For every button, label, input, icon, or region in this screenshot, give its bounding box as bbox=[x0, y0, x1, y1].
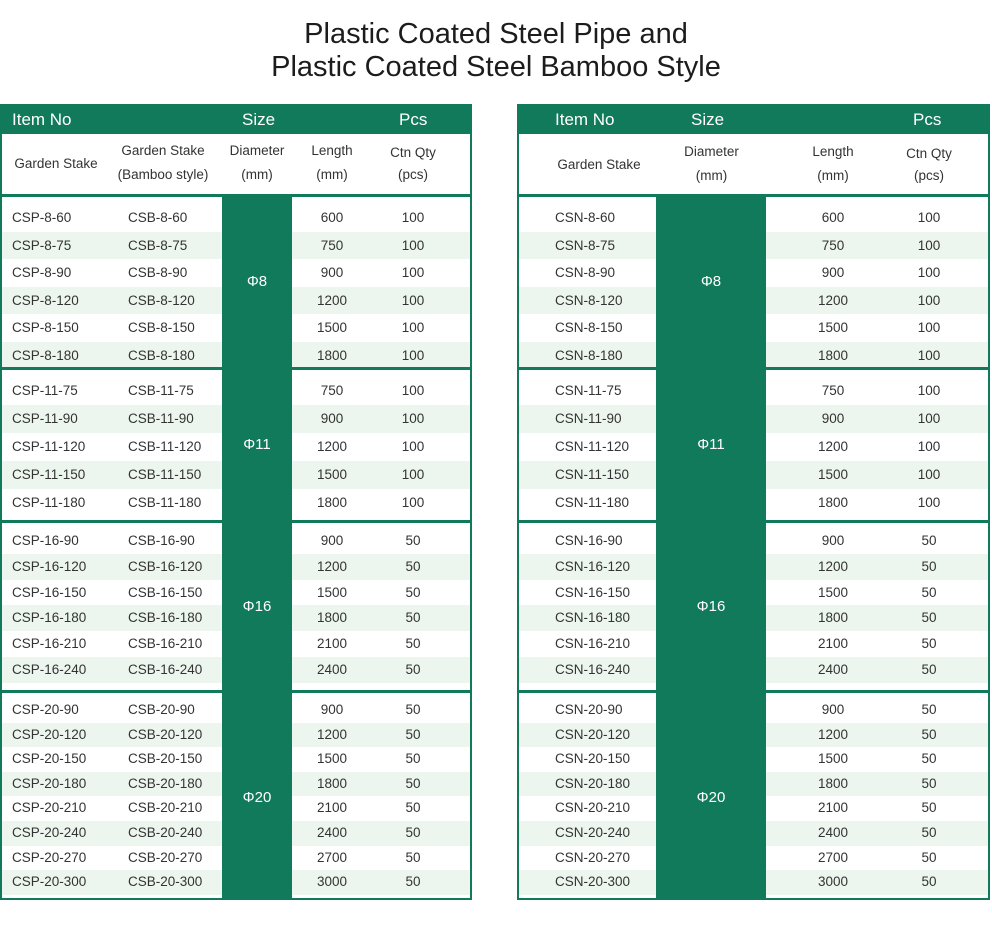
cell-ctn-qty: 100 bbox=[917, 495, 941, 510]
cell-item-no: CSN-16-150 bbox=[555, 584, 631, 600]
cell-bamboo-item-no: CSB-16-120 bbox=[128, 558, 203, 574]
cell-bamboo-item-no: CSB-20-300 bbox=[128, 874, 203, 890]
subheader-qty-line-1: Ctn Qty bbox=[906, 146, 952, 161]
cell-length: 1800 bbox=[817, 775, 849, 791]
cell-bamboo-item-no: CSB-16-150 bbox=[128, 584, 203, 600]
cell-bamboo-item-no: CSB-20-180 bbox=[128, 775, 203, 791]
subheader-length-line-2: (mm) bbox=[817, 168, 849, 183]
cell-bamboo-item-no: CSB-11-75 bbox=[128, 383, 194, 398]
cell-length: 2100 bbox=[316, 800, 348, 816]
cell-ctn-qty: 100 bbox=[401, 467, 425, 482]
cell-item-no: CSN-8-90 bbox=[555, 265, 616, 280]
cell-bamboo-item-no: CSB-16-90 bbox=[128, 533, 195, 548]
cell-ctn-qty: 50 bbox=[921, 849, 937, 865]
cell-item-no: CSN-8-75 bbox=[555, 237, 616, 253]
cell-item-no: CSP-16-210 bbox=[12, 636, 87, 652]
subheader-garden-stake: Garden Stake bbox=[14, 156, 98, 171]
cell-ctn-qty: 100 bbox=[401, 411, 425, 426]
cell-ctn-qty: 100 bbox=[401, 347, 425, 363]
group-separator bbox=[2, 367, 470, 370]
cell-item-no: CSN-8-150 bbox=[555, 320, 623, 335]
subheader-length-line-1: Length bbox=[311, 143, 353, 158]
cell-ctn-qty: 50 bbox=[921, 662, 937, 677]
cell-length: 750 bbox=[320, 237, 344, 253]
subheader-length-line-1: Length bbox=[812, 144, 854, 159]
cell-length: 3000 bbox=[316, 874, 348, 890]
cell-ctn-qty: 100 bbox=[401, 383, 425, 398]
cell-length: 900 bbox=[821, 265, 845, 280]
cell-ctn-qty: 50 bbox=[405, 874, 421, 890]
cell-length: 1500 bbox=[817, 320, 849, 335]
cell-bamboo-item-no: CSB-8-75 bbox=[128, 237, 188, 253]
cell-ctn-qty: 50 bbox=[405, 533, 421, 548]
cell-item-no: CSP-8-120 bbox=[12, 292, 79, 308]
left-product-table bbox=[0, 104, 472, 900]
cell-item-no: CSP-8-150 bbox=[12, 320, 79, 335]
header-size: Size bbox=[691, 110, 725, 129]
cell-ctn-qty: 50 bbox=[921, 533, 937, 548]
subheader-bamboo-line-1: Garden Stake bbox=[121, 143, 205, 158]
subheader-diameter-line-2: (mm) bbox=[695, 168, 728, 183]
cell-length: 1800 bbox=[817, 495, 849, 510]
cell-bamboo-item-no: CSB-20-120 bbox=[128, 726, 203, 742]
cell-ctn-qty: 50 bbox=[405, 825, 421, 840]
cell-item-no: CSP-11-180 bbox=[12, 495, 86, 510]
cell-length: 1200 bbox=[817, 726, 849, 742]
cell-ctn-qty: 100 bbox=[917, 383, 941, 398]
cell-item-no: CSP-20-270 bbox=[12, 849, 87, 865]
subheader-length-line-2: (mm) bbox=[316, 167, 348, 182]
diameter-label: Φ11 bbox=[697, 436, 725, 453]
cell-bamboo-item-no: CSB-16-240 bbox=[128, 662, 203, 677]
group-separator bbox=[519, 690, 988, 693]
cell-ctn-qty: 50 bbox=[921, 636, 937, 652]
cell-bamboo-item-no: CSB-20-90 bbox=[128, 702, 195, 717]
cell-length: 1800 bbox=[316, 347, 348, 363]
cell-ctn-qty: 50 bbox=[405, 702, 421, 717]
cell-length: 750 bbox=[320, 383, 344, 398]
page-title-line-2: Plastic Coated Steel Bamboo Style bbox=[271, 51, 721, 83]
cell-length: 1200 bbox=[316, 439, 348, 454]
cell-ctn-qty: 50 bbox=[921, 610, 937, 626]
cell-item-no: CSP-16-90 bbox=[12, 533, 79, 548]
cell-item-no: CSN-16-90 bbox=[555, 533, 623, 548]
cell-ctn-qty: 100 bbox=[401, 495, 425, 510]
cell-bamboo-item-no: CSB-8-180 bbox=[128, 347, 195, 363]
cell-length: 600 bbox=[320, 210, 344, 225]
diameter-label: Φ20 bbox=[696, 788, 726, 806]
cell-item-no: CSP-20-90 bbox=[12, 702, 79, 717]
cell-ctn-qty: 50 bbox=[405, 751, 421, 767]
cell-ctn-qty: 50 bbox=[921, 800, 937, 816]
cell-length: 1800 bbox=[817, 347, 849, 363]
cell-item-no: CSN-20-300 bbox=[555, 874, 631, 890]
cell-length: 900 bbox=[821, 411, 845, 426]
cell-item-no: CSP-8-180 bbox=[12, 347, 79, 363]
cell-item-no: CSP-20-150 bbox=[12, 751, 87, 767]
cell-ctn-qty: 50 bbox=[405, 726, 421, 742]
cell-item-no: CSN-11-75 bbox=[555, 383, 622, 398]
cell-length: 1200 bbox=[817, 558, 849, 574]
cell-length: 750 bbox=[821, 237, 845, 253]
diameter-label: Φ8 bbox=[246, 273, 268, 290]
cell-ctn-qty: 50 bbox=[921, 825, 937, 840]
cell-ctn-qty: 100 bbox=[917, 237, 941, 253]
cell-length: 2400 bbox=[316, 825, 348, 840]
cell-item-no: CSN-20-90 bbox=[555, 702, 623, 717]
cell-item-no: CSP-8-75 bbox=[12, 237, 72, 253]
cell-item-no: CSP-11-75 bbox=[12, 383, 78, 398]
cell-item-no: CSN-20-240 bbox=[555, 825, 631, 840]
subheader-diameter-line-1: Diameter bbox=[229, 143, 285, 158]
cell-bamboo-item-no: CSB-8-120 bbox=[128, 292, 195, 308]
cell-length: 1500 bbox=[817, 584, 849, 600]
cell-ctn-qty: 50 bbox=[921, 726, 937, 742]
cell-item-no: CSN-20-210 bbox=[555, 800, 631, 816]
cell-item-no: CSN-8-120 bbox=[555, 292, 623, 308]
cell-length: 2400 bbox=[316, 662, 348, 677]
cell-length: 1500 bbox=[316, 320, 348, 335]
cell-ctn-qty: 50 bbox=[405, 775, 421, 791]
cell-item-no: CSP-20-180 bbox=[12, 775, 87, 791]
cell-item-no: CSN-20-150 bbox=[555, 751, 631, 767]
cell-ctn-qty: 50 bbox=[405, 800, 421, 816]
group-separator bbox=[2, 690, 470, 693]
cell-ctn-qty: 100 bbox=[917, 210, 941, 225]
cell-length: 900 bbox=[821, 533, 845, 548]
cell-item-no: CSP-20-120 bbox=[12, 726, 87, 742]
cell-length: 1500 bbox=[316, 584, 348, 600]
group-separator bbox=[2, 520, 470, 523]
cell-length: 750 bbox=[821, 383, 845, 398]
cell-length: 1200 bbox=[817, 439, 849, 454]
cell-item-no: CSN-16-210 bbox=[555, 636, 631, 652]
cell-item-no: CSP-20-210 bbox=[12, 800, 87, 816]
header-size: Size bbox=[242, 110, 276, 129]
subheader-garden-stake: Garden Stake bbox=[557, 157, 641, 172]
cell-item-no: CSN-11-180 bbox=[555, 495, 630, 510]
cell-ctn-qty: 100 bbox=[401, 237, 425, 253]
cell-item-no: CSN-20-270 bbox=[555, 849, 631, 865]
cell-bamboo-item-no: CSB-8-90 bbox=[128, 265, 188, 280]
cell-bamboo-item-no: CSB-16-210 bbox=[128, 636, 203, 652]
cell-length: 1800 bbox=[316, 495, 348, 510]
cell-bamboo-item-no: CSB-11-150 bbox=[128, 467, 202, 482]
cell-ctn-qty: 100 bbox=[917, 347, 941, 363]
subheader-qty-line-1: Ctn Qty bbox=[390, 145, 436, 160]
cell-length: 3000 bbox=[817, 874, 849, 890]
cell-ctn-qty: 50 bbox=[921, 775, 937, 791]
cell-length: 1800 bbox=[316, 775, 348, 791]
group-separator bbox=[519, 367, 988, 370]
header-pcs: Pcs bbox=[913, 110, 942, 129]
cell-ctn-qty: 50 bbox=[921, 874, 937, 890]
cell-bamboo-item-no: CSB-11-180 bbox=[128, 495, 202, 510]
cell-item-no: CSP-16-180 bbox=[12, 610, 87, 626]
cell-item-no: CSP-8-60 bbox=[12, 210, 72, 225]
cell-ctn-qty: 100 bbox=[917, 467, 941, 482]
page-title-line-1: Plastic Coated Steel Pipe and bbox=[304, 18, 688, 50]
cell-ctn-qty: 100 bbox=[917, 411, 941, 426]
cell-ctn-qty: 100 bbox=[401, 265, 425, 280]
cell-length: 1500 bbox=[316, 751, 348, 767]
right-table-header-bar bbox=[519, 106, 988, 134]
cell-ctn-qty: 100 bbox=[401, 320, 425, 335]
subheader-qty-line-2: (pcs) bbox=[398, 167, 428, 182]
diameter-label: Φ20 bbox=[242, 788, 272, 806]
diameter-label: Φ16 bbox=[696, 597, 726, 615]
cell-bamboo-item-no: CSB-8-60 bbox=[128, 210, 188, 225]
cell-item-no: CSP-11-150 bbox=[12, 467, 86, 482]
cell-item-no: CSN-16-240 bbox=[555, 662, 631, 677]
cell-length: 2700 bbox=[817, 849, 849, 865]
cell-item-no: CSP-11-90 bbox=[12, 411, 78, 426]
cell-length: 900 bbox=[320, 265, 344, 280]
cell-ctn-qty: 100 bbox=[401, 292, 425, 308]
cell-length: 900 bbox=[320, 411, 344, 426]
cell-item-no: CSN-11-120 bbox=[555, 439, 630, 454]
cell-length: 900 bbox=[821, 702, 845, 717]
cell-length: 1800 bbox=[817, 610, 849, 626]
cell-item-no: CSN-20-120 bbox=[555, 726, 631, 742]
cell-item-no: CSN-20-180 bbox=[555, 775, 631, 791]
cell-item-no: CSP-16-120 bbox=[12, 558, 87, 574]
cell-length: 2100 bbox=[316, 636, 348, 652]
diameter-label: Φ11 bbox=[243, 436, 271, 453]
cell-ctn-qty: 50 bbox=[921, 702, 937, 717]
cell-bamboo-item-no: CSB-20-210 bbox=[128, 800, 203, 816]
cell-item-no: CSP-11-120 bbox=[12, 439, 86, 454]
cell-item-no: CSN-11-90 bbox=[555, 411, 622, 426]
diameter-label: Φ16 bbox=[242, 597, 272, 615]
cell-bamboo-item-no: CSB-8-150 bbox=[128, 320, 195, 335]
cell-ctn-qty: 50 bbox=[405, 636, 421, 652]
cell-length: 900 bbox=[320, 702, 344, 717]
cell-ctn-qty: 50 bbox=[405, 849, 421, 865]
cell-length: 2400 bbox=[817, 825, 849, 840]
left-table-subheader bbox=[2, 134, 470, 194]
subheader-bamboo-line-2: (Bamboo style) bbox=[117, 167, 209, 182]
cell-item-no: CSP-8-90 bbox=[12, 265, 72, 280]
cell-length: 900 bbox=[320, 533, 344, 548]
cell-length: 1500 bbox=[316, 467, 348, 482]
cell-item-no: CSN-11-150 bbox=[555, 467, 630, 482]
right-table-subheader bbox=[519, 134, 988, 194]
cell-length: 2700 bbox=[316, 849, 348, 865]
cell-item-no: CSN-8-60 bbox=[555, 210, 616, 225]
cell-ctn-qty: 100 bbox=[401, 439, 425, 454]
cell-bamboo-item-no: CSB-11-120 bbox=[128, 439, 202, 454]
cell-length: 1200 bbox=[316, 558, 348, 574]
cell-length: 1200 bbox=[817, 292, 849, 308]
cell-length: 1200 bbox=[316, 292, 348, 308]
cell-length: 1500 bbox=[817, 751, 849, 767]
cell-ctn-qty: 50 bbox=[405, 558, 421, 574]
cell-length: 1500 bbox=[817, 467, 849, 482]
cell-item-no: CSP-20-300 bbox=[12, 874, 87, 890]
header-item-no: Item No bbox=[555, 110, 615, 129]
cell-ctn-qty: 50 bbox=[921, 558, 937, 574]
cell-item-no: CSN-8-180 bbox=[555, 347, 623, 363]
cell-length: 600 bbox=[821, 210, 845, 225]
subheader-diameter-line-2: (mm) bbox=[241, 167, 273, 182]
cell-bamboo-item-no: CSB-16-180 bbox=[128, 610, 203, 626]
cell-bamboo-item-no: CSB-20-150 bbox=[128, 751, 203, 767]
cell-ctn-qty: 100 bbox=[917, 439, 941, 454]
cell-length: 2100 bbox=[817, 800, 849, 816]
cell-item-no: CSP-20-240 bbox=[12, 825, 87, 840]
subheader-diameter-line-1: Diameter bbox=[684, 144, 739, 159]
cell-item-no: CSP-16-240 bbox=[12, 662, 87, 677]
cell-length: 1200 bbox=[316, 726, 348, 742]
cell-ctn-qty: 50 bbox=[405, 662, 421, 677]
cell-bamboo-item-no: CSB-20-270 bbox=[128, 849, 203, 865]
cell-ctn-qty: 50 bbox=[405, 610, 421, 626]
cell-bamboo-item-no: CSB-11-90 bbox=[128, 411, 194, 426]
cell-ctn-qty: 100 bbox=[401, 210, 425, 225]
cell-ctn-qty: 100 bbox=[917, 265, 941, 280]
cell-ctn-qty: 100 bbox=[917, 320, 941, 335]
cell-bamboo-item-no: CSB-20-240 bbox=[128, 825, 203, 840]
cell-length: 1800 bbox=[316, 610, 348, 626]
left-table-header-bar bbox=[2, 106, 470, 134]
right-product-table bbox=[517, 104, 990, 900]
diameter-label: Φ8 bbox=[700, 273, 722, 290]
cell-ctn-qty: 50 bbox=[921, 584, 937, 600]
cell-item-no: CSN-16-120 bbox=[555, 558, 631, 574]
cell-length: 2400 bbox=[817, 662, 849, 677]
subheader-qty-line-2: (pcs) bbox=[914, 168, 944, 183]
cell-item-no: CSN-16-180 bbox=[555, 610, 631, 626]
cell-length: 2100 bbox=[817, 636, 849, 652]
group-separator bbox=[519, 520, 988, 523]
cell-item-no: CSP-16-150 bbox=[12, 584, 87, 600]
header-pcs: Pcs bbox=[399, 110, 428, 129]
cell-ctn-qty: 100 bbox=[917, 292, 941, 308]
header-item-no: Item No bbox=[12, 110, 72, 129]
cell-ctn-qty: 50 bbox=[921, 751, 937, 767]
cell-ctn-qty: 50 bbox=[405, 584, 421, 600]
